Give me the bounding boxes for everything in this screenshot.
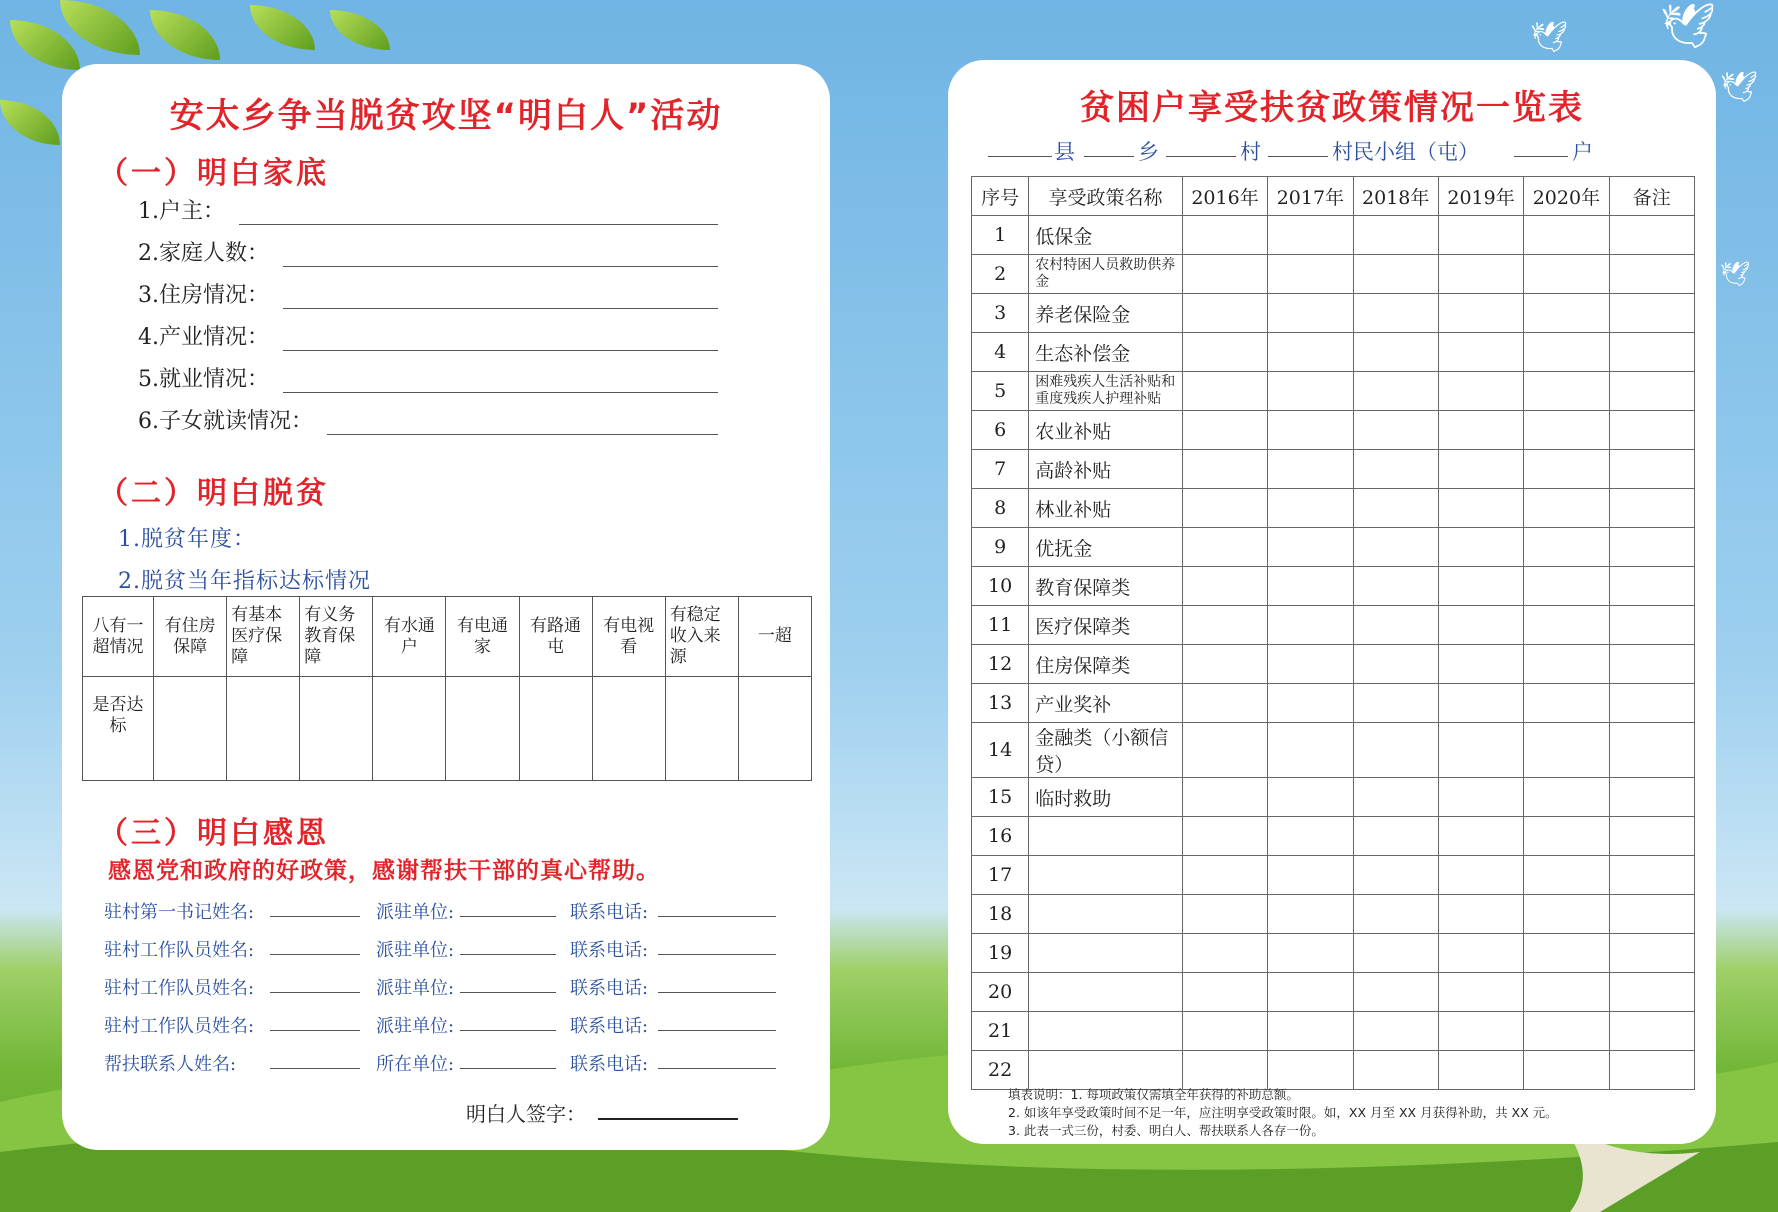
table-row [972,723,1695,778]
table-cell[interactable] [1353,567,1438,606]
table-cell[interactable] [1438,1012,1523,1051]
table-cell[interactable] [1524,645,1609,684]
right-title: 贫困户享受扶贫政策情况一览表 [1080,88,1584,128]
table-row [972,684,1695,723]
town-input[interactable] [1084,136,1134,157]
table-cell[interactable] [1438,645,1523,684]
contact-unit-label: 派驻单位: [376,978,455,999]
table-cell[interactable] [738,677,811,781]
policy-name [1029,895,1183,934]
row-number: 1 [972,216,1029,255]
contact-unit-input[interactable] [460,1050,556,1069]
contact-phone-label: 联系电话: [570,1016,649,1037]
table-header: 有电视看 [592,597,665,677]
table-cell[interactable] [1609,489,1694,528]
table-row [972,489,1695,528]
indicator-heading: 2.脱贫当年指标达标情况 [118,569,371,594]
policy-name: 林业补贴 [1029,489,1183,528]
policy-name [1029,1012,1183,1051]
contact-phone-input[interactable] [658,1050,776,1069]
table-cell[interactable] [1268,294,1353,333]
policy-name: 优抚金 [1029,528,1183,567]
contact-phone-label: 联系电话: [570,978,649,999]
table-cell[interactable] [1268,1012,1353,1051]
table-cell[interactable] [1268,489,1353,528]
table-cell[interactable] [1609,645,1694,684]
table-cell[interactable] [1353,255,1438,294]
table-cell[interactable] [1182,1012,1267,1051]
table-cell[interactable] [1353,778,1438,817]
leaf-decoration [250,5,315,50]
table-cell[interactable] [227,677,300,781]
table-cell[interactable] [1438,895,1523,934]
table-cell[interactable] [1609,684,1694,723]
note-line: 填表说明：1. 每项政策仅需填全年获得的补助总额。 [1008,1087,1299,1102]
table-cell[interactable] [1268,723,1353,778]
table-cell[interactable] [1609,216,1694,255]
table-cell[interactable] [1524,372,1609,411]
table-row [972,1051,1695,1090]
table-header: 有基本医疗保障 [227,597,300,677]
leaf-decoration [0,100,60,145]
table-cell[interactable] [1524,684,1609,723]
table-cell[interactable] [1609,1051,1694,1090]
policy-name: 困难残疾人生活补贴和重度残疾人护理补贴 [1029,372,1183,411]
table-cell[interactable] [1524,1051,1609,1090]
table-cell[interactable] [1268,895,1353,934]
contact-phone-input[interactable] [658,1012,776,1031]
table-row [972,528,1695,567]
table-cell[interactable] [1524,255,1609,294]
table-cell[interactable] [1353,294,1438,333]
section3-title: （三）明白感恩 [98,816,329,851]
column-header: 备注 [1609,177,1694,216]
table-cell[interactable] [1353,1012,1438,1051]
policy-name [1029,973,1183,1012]
signature-label: 明白人签字： [466,1102,586,1126]
contact-phone-input[interactable] [658,936,776,955]
county-label: 县 [1054,140,1075,164]
contact-phone-input[interactable] [658,898,776,917]
table-cell[interactable] [1182,294,1267,333]
group-input[interactable] [1268,136,1328,157]
table-cell[interactable] [1438,528,1523,567]
table-row [972,294,1695,333]
row-number: 17 [972,856,1029,895]
table-row [972,450,1695,489]
column-header: 2020年 [1524,177,1609,216]
contact-unit-input[interactable] [460,898,556,917]
policy-name: 农业补贴 [1029,411,1183,450]
table-cell[interactable] [1524,973,1609,1012]
table-cell[interactable] [1438,216,1523,255]
table-cell[interactable] [1609,895,1694,934]
household-input[interactable] [1514,136,1568,157]
contact-name-input[interactable] [270,898,360,917]
contact-name-label: 驻村工作队员姓名: [104,940,255,961]
table-cell[interactable] [1609,411,1694,450]
table-cell[interactable] [1438,333,1523,372]
table-cell[interactable] [1438,372,1523,411]
row-number: 19 [972,934,1029,973]
table-cell[interactable] [446,677,519,781]
table-cell[interactable] [1609,567,1694,606]
table-cell[interactable] [1609,973,1694,1012]
row-number: 18 [972,895,1029,934]
column-header: 2016年 [1182,177,1267,216]
table-cell[interactable] [1524,216,1609,255]
table-cell[interactable] [1353,934,1438,973]
children-education-field[interactable]: 6.子女就读情况： [138,404,718,435]
table-cell[interactable] [1524,333,1609,372]
contact-unit-label: 派驻单位: [376,902,455,923]
table-row [972,333,1695,372]
table-cell[interactable] [1353,1051,1438,1090]
table-cell[interactable] [1438,255,1523,294]
table-cell[interactable] [1353,606,1438,645]
table-cell[interactable] [1609,333,1694,372]
table-row [972,216,1695,255]
table-cell[interactable] [1268,216,1353,255]
household-label: 户 [1572,140,1593,164]
table-row [972,778,1695,817]
contact-name-label: 驻村第一书记姓名: [104,902,255,923]
table-cell[interactable] [1609,294,1694,333]
section2-title: （二）明白脱贫 [98,476,329,511]
table-row [972,934,1695,973]
column-header: 2019年 [1438,177,1523,216]
employment-field[interactable]: 5.就业情况： [138,362,718,393]
table-cell[interactable] [300,677,373,781]
table-cell[interactable] [1268,528,1353,567]
policy-name [1029,934,1183,973]
table-cell[interactable] [1182,372,1267,411]
table-row [972,567,1695,606]
table-cell[interactable] [1524,934,1609,973]
policy-name [1029,856,1183,895]
table-header: 有义务教育保障 [300,597,373,677]
table-cell[interactable] [1524,856,1609,895]
table-cell[interactable] [1268,973,1353,1012]
left-title: 安太乡争当脱贫攻坚“明白人”活动 [169,96,723,136]
table-cell[interactable] [1524,528,1609,567]
table-cell[interactable] [1609,606,1694,645]
table-cell[interactable] [1438,567,1523,606]
table-cell[interactable] [1268,1051,1353,1090]
table-cell[interactable] [1268,255,1353,294]
row-number: 7 [972,450,1029,489]
table-cell[interactable] [1609,723,1694,778]
table-cell[interactable] [1609,856,1694,895]
table-cell[interactable] [1353,817,1438,856]
table-cell[interactable] [1268,606,1353,645]
household-head-field[interactable]: 1.户主： [138,194,718,225]
table-cell[interactable] [1438,450,1523,489]
row-number: 12 [972,645,1029,684]
row-number: 11 [972,606,1029,645]
table-cell[interactable] [1353,216,1438,255]
table-header: 有水通户 [373,597,446,677]
policy-table [971,176,1695,1090]
table-header: 有路通屯 [519,597,592,677]
table-cell[interactable] [1524,723,1609,778]
table-cell[interactable] [1609,372,1694,411]
table-cell[interactable] [1268,645,1353,684]
policy-name: 住房保障类 [1029,645,1183,684]
signature-input[interactable] [598,1118,738,1120]
row-number: 22 [972,1051,1029,1090]
leaf-decoration [150,10,220,60]
table-row [972,1012,1695,1051]
table-cell[interactable] [1353,372,1438,411]
family-size-field[interactable]: 2.家庭人数： [138,236,718,267]
table-cell[interactable] [1353,973,1438,1012]
table-cell[interactable] [1268,411,1353,450]
row-number: 14 [972,723,1029,778]
table-cell[interactable] [1524,606,1609,645]
table-cell[interactable] [1182,528,1267,567]
contact-name-label: 驻村工作队员姓名: [104,1016,255,1037]
section1-title: （一）明白家底 [98,156,329,191]
table-cell[interactable] [1524,450,1609,489]
table-cell[interactable] [1182,1051,1267,1090]
policy-name: 临时救助 [1029,778,1183,817]
table-cell[interactable] [1609,934,1694,973]
note-line: 2. 如该年享受政策时间不足一年，应注明享受政策时限。如，XX 月至 XX 月获得补助，共 XX 元。 [1008,1105,1558,1120]
table-cell[interactable] [1524,411,1609,450]
policy-name: 低保金 [1029,216,1183,255]
table-cell[interactable] [1438,723,1523,778]
table-cell[interactable] [1182,489,1267,528]
contact-unit-label: 所在单位: [376,1054,455,1075]
contact-name-input[interactable] [270,936,360,955]
policy-name: 高龄补贴 [1029,450,1183,489]
dove-icon: 🕊 [1720,70,1759,105]
table-cell[interactable] [1353,489,1438,528]
fill-notes [1008,1086,1558,1140]
table-cell[interactable] [1609,450,1694,489]
note-line: 3. 此表一式三份，村委、明白人、帮扶联系人各存一份。 [1008,1123,1324,1138]
table-cell[interactable] [1353,895,1438,934]
table-cell[interactable] [1182,895,1267,934]
table-cell[interactable] [1182,684,1267,723]
table-row [972,411,1695,450]
table-row [972,645,1695,684]
table-cell[interactable] [1182,817,1267,856]
row-number: 2 [972,255,1029,294]
column-header: 2017年 [1268,177,1353,216]
policy-name: 医疗保障类 [1029,606,1183,645]
policy-name: 生态补偿金 [1029,333,1183,372]
contact-name-label: 帮扶联系人姓名: [104,1054,237,1075]
row-number: 16 [972,817,1029,856]
table-header: 有稳定收入来源 [665,597,738,677]
table-row [972,255,1695,294]
table-cell[interactable] [1268,684,1353,723]
column-header: 2018年 [1353,177,1438,216]
table-cell[interactable] [1524,567,1609,606]
table-cell[interactable] [1353,333,1438,372]
table-cell[interactable] [1524,895,1609,934]
table-cell[interactable] [1438,294,1523,333]
contact-phone-label: 联系电话: [570,1054,649,1075]
right-panel [948,60,1716,1144]
table-cell[interactable] [1524,778,1609,817]
table-cell[interactable] [1268,856,1353,895]
table-cell[interactable] [1438,934,1523,973]
table-cell[interactable] [1182,255,1267,294]
row-number: 9 [972,528,1029,567]
table-cell[interactable] [1182,778,1267,817]
contact-unit-label: 派驻单位: [376,940,455,961]
table-row [972,856,1695,895]
policy-name [1029,1051,1183,1090]
table-cell[interactable] [1182,216,1267,255]
table-cell[interactable] [1268,934,1353,973]
policy-name: 养老保险金 [1029,294,1183,333]
dove-icon: 🕊 [1530,20,1569,55]
contact-name-input[interactable] [270,1012,360,1031]
contact-phone-label: 联系电话: [570,940,649,961]
row-number: 6 [972,411,1029,450]
table-cell[interactable] [1438,973,1523,1012]
contact-name-label: 驻村工作队员姓名: [104,978,255,999]
table-cell[interactable] [1438,489,1523,528]
table-cell[interactable] [1438,684,1523,723]
contact-phone-label: 联系电话: [570,902,649,923]
table-cell[interactable] [1609,778,1694,817]
contact-name-input[interactable] [270,974,360,993]
table-cell[interactable] [1438,1051,1523,1090]
table-cell[interactable] [1268,567,1353,606]
table-cell[interactable] [1353,856,1438,895]
contact-unit-input[interactable] [460,974,556,993]
table-cell[interactable] [1182,450,1267,489]
row-number: 4 [972,333,1029,372]
housing-field[interactable]: 3.住房情况： [138,278,718,309]
left-panel [62,64,830,1150]
table-cell[interactable] [1609,528,1694,567]
table-cell[interactable] [1182,856,1267,895]
row-label: 是否达标 [83,677,154,781]
row-number: 15 [972,778,1029,817]
row-number: 10 [972,567,1029,606]
table-cell[interactable] [592,677,665,781]
column-header: 序号 [972,177,1029,216]
table-row [972,973,1695,1012]
row-number: 8 [972,489,1029,528]
table-cell[interactable] [1438,778,1523,817]
indicator-table [82,596,812,781]
table-cell[interactable] [665,677,738,781]
row-number: 20 [972,973,1029,1012]
industry-field[interactable]: 4.产业情况： [138,320,718,351]
county-input[interactable] [988,136,1052,157]
table-header: 有住房保障 [154,597,227,677]
table-cell[interactable] [1353,528,1438,567]
table-cell[interactable] [1438,856,1523,895]
table-cell[interactable] [1182,333,1267,372]
table-cell[interactable] [1353,684,1438,723]
contact-unit-label: 派驻单位: [376,1016,455,1037]
leaf-decoration [330,10,390,50]
table-cell[interactable] [1182,606,1267,645]
row-number: 21 [972,1012,1029,1051]
table-header: 八有一超情况 [83,597,154,677]
policy-name: 教育保障类 [1029,567,1183,606]
table-cell[interactable] [1524,1012,1609,1051]
contact-name-input[interactable] [270,1050,360,1069]
table-cell[interactable] [1438,817,1523,856]
table-cell[interactable] [1182,411,1267,450]
contact-phone-input[interactable] [658,974,776,993]
poverty-exit-year: 1.脱贫年度： [118,527,256,552]
table-cell[interactable] [373,677,446,781]
row-number: 5 [972,372,1029,411]
table-cell[interactable] [1182,723,1267,778]
table-header: 一超 [738,597,811,677]
table-cell[interactable] [1524,817,1609,856]
gratitude-text: 感恩党和政府的好政策，感谢帮扶干部的真心帮助。 [108,858,660,884]
dove-icon: 🕊 [1720,260,1751,288]
policy-name: 金融类（小额信贷） [1029,723,1183,778]
table-row [972,817,1695,856]
table-row [972,895,1695,934]
contact-unit-input[interactable] [460,936,556,955]
table-cell[interactable] [1268,372,1353,411]
table-cell[interactable] [1609,817,1694,856]
table-cell[interactable] [1182,934,1267,973]
table-cell[interactable] [1182,645,1267,684]
group-label: 村民小组（屯） [1332,140,1479,164]
contact-unit-input[interactable] [460,1012,556,1031]
table-cell[interactable] [1524,294,1609,333]
policy-name: 产业奖补 [1029,684,1183,723]
table-cell[interactable] [1353,411,1438,450]
policy-name: 农村特困人员救助供养金 [1029,255,1183,294]
dove-icon: 🕊 [1660,1,1716,52]
table-cell[interactable] [1353,723,1438,778]
row-number: 3 [972,294,1029,333]
table-cell[interactable] [1353,645,1438,684]
table-cell[interactable] [1268,333,1353,372]
column-header: 享受政策名称 [1029,177,1183,216]
table-cell[interactable] [1524,489,1609,528]
policy-name [1029,817,1183,856]
leaf-decoration [10,20,80,70]
table-cell[interactable] [1268,778,1353,817]
village-input[interactable] [1166,136,1236,157]
table-header: 有电通家 [446,597,519,677]
table-cell[interactable] [1609,1012,1694,1051]
table-cell[interactable] [1609,255,1694,294]
table-cell[interactable] [519,677,592,781]
table-cell[interactable] [1268,817,1353,856]
table-cell[interactable] [1268,450,1353,489]
table-cell[interactable] [1182,973,1267,1012]
row-number: 13 [972,684,1029,723]
table-cell[interactable] [154,677,227,781]
table-row [972,606,1695,645]
table-cell[interactable] [1353,450,1438,489]
table-cell[interactable] [1182,567,1267,606]
table-cell[interactable] [1438,606,1523,645]
table-cell[interactable] [1438,411,1523,450]
village-label: 村 [1240,140,1261,164]
table-row [972,372,1695,411]
town-label: 乡 [1138,140,1159,164]
